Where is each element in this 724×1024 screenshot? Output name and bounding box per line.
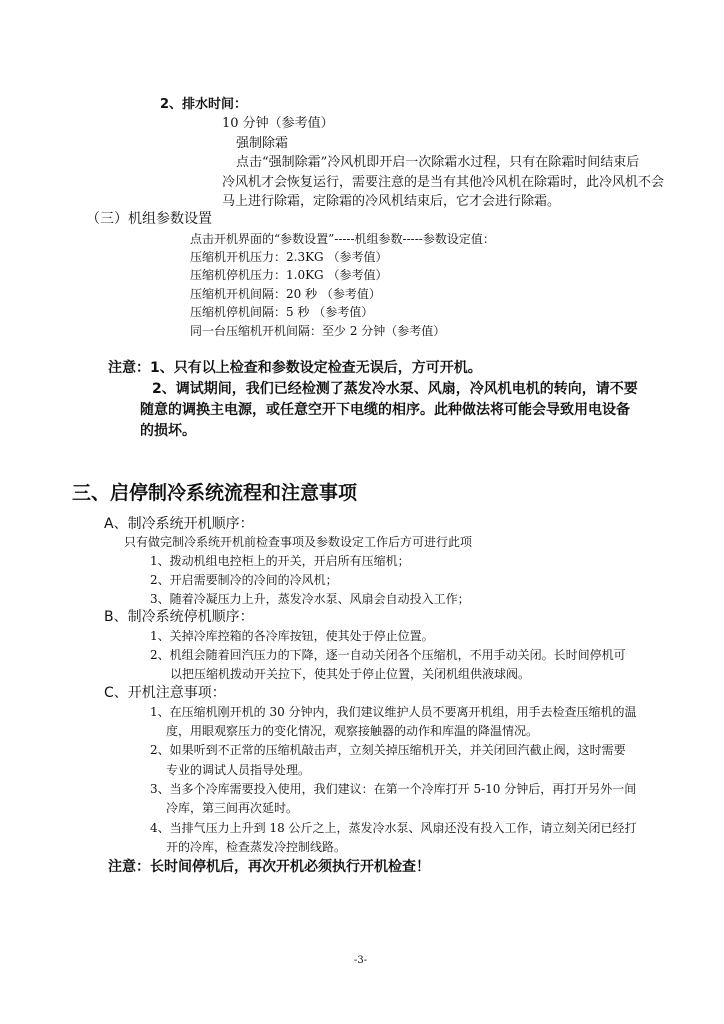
force-defrost-line-3: 马上进行除霜，定除霜的冷风机结束后，它才会进行除霜。 xyxy=(222,194,561,209)
note1-line-3: 随意的调换主电源，或任意空开下电缆的相序。此种做法将可能会导致用电设备 xyxy=(140,402,630,418)
drain-heading: 2、排水时间： xyxy=(160,97,248,112)
precaution-4-line-2: 开的冷库，检查蒸发冷控制线路。 xyxy=(166,840,347,854)
param-item: 压缩机开机压力：2.3KG （参考值） xyxy=(190,250,388,264)
start-sequence-heading: A、制冷系统开机顺序： xyxy=(104,516,254,532)
param-item: 压缩机开机间隔：20 秒 （参考值） xyxy=(190,287,381,301)
param-item: 同一台压缩机开机间隔：至少 2 分钟（参考值） xyxy=(190,324,446,338)
precaution-3-line-2: 冷库，第三间再次延时。 xyxy=(166,801,299,815)
section-title: 三、启停制冷系统流程和注意事项 xyxy=(72,482,358,504)
param-item: 压缩机停机间隔：5 秒 （参考值） xyxy=(190,305,374,319)
start-step: 3、随着冷凝压力上升，蒸发冷水泵、风扇会自动投入工作； xyxy=(150,592,470,606)
stop-sequence-heading: B、制冷系统停机顺序： xyxy=(104,609,254,625)
precautions-heading: C、开机注意事项： xyxy=(104,685,226,701)
param-item: 压缩机停机压力：1.0KG （参考值） xyxy=(190,268,388,282)
drain-value: 10 分钟（参考值） xyxy=(222,116,334,131)
start-step: 2、开启需要制冷的冷间的冷风机； xyxy=(150,573,338,587)
force-defrost-title: 强制除霜 xyxy=(236,136,289,151)
precaution-4-line-1: 4、当排气压力上升到 18 公斤之上，蒸发冷水泵、风扇还没有投入工作，请立刻关闭已经打 xyxy=(150,821,637,835)
stop-step-2-line-1: 2、机组会随着回汽压力的下降，逐一自动关闭各个压缩机，不用手动关闭。长时间停机可 xyxy=(150,648,626,662)
force-defrost-line-2: 冷风机才会恢复运行，需要注意的是当有其他冷风机在除霜时，此冷风机不会 xyxy=(222,175,665,190)
params-intro: 点击开机界面的“参数设置”-----机组参数-----参数设定值： xyxy=(190,232,495,246)
final-note: 注意：长时间停机后，再次开机必须执行开机检查！ xyxy=(108,859,430,875)
precaution-2-line-1: 2、如果听到不正常的压缩机敲击声，立刻关掉压缩机开关，并关闭回汽截止阀，这时需要 xyxy=(150,743,626,757)
note1-line-4: 的损坏。 xyxy=(140,423,196,439)
page-number: -3- xyxy=(354,955,368,966)
precaution-2-line-2: 专业的调试人员指导处理。 xyxy=(166,763,311,777)
start-sequence-intro: 只有做完制冷系统开机前检查事项及参数设定工作后方可进行此项 xyxy=(124,535,473,549)
stop-step-1: 1、关掉冷库控箱的各冷库按钮，使其处于停止位置。 xyxy=(150,629,434,643)
precaution-1-line-2: 度，用眼观察压力的变化情况，观察接触器的动作和库温的降温情况。 xyxy=(166,724,539,738)
note1-line-1: 注意：1、只有以上检查和参数设定检查无误后，方可开机。 xyxy=(108,360,482,376)
note1-line-2: 2、调试期间，我们已经检测了蒸发冷水泵、风扇，冷风机电机的转向，请不要 xyxy=(152,381,638,397)
stop-step-2-line-2: 以把压缩机拨动开关拉下，使其处于停止位置，关闭机组供液球阀。 xyxy=(170,667,531,681)
start-step: 1、拨动机组电控柜上的开关，开启所有压缩机； xyxy=(150,554,410,568)
params-heading: （三）机组参数设置 xyxy=(86,211,212,227)
precaution-1-line-1: 1、在压缩机刚开机的 30 分钟内，我们建议维护人员不要离开机组，用手去检查压缩机的温 xyxy=(150,705,637,719)
precaution-3-line-1: 3、当多个冷库需要投入使用，我们建议：在第一个冷库打开 5-10 分钟后，再打开另外一间 xyxy=(150,782,637,796)
force-defrost-line-1: 点击“强制除霜”冷风机即开启一次除霜水过程，只有在除霜时间结束后 xyxy=(236,155,640,170)
